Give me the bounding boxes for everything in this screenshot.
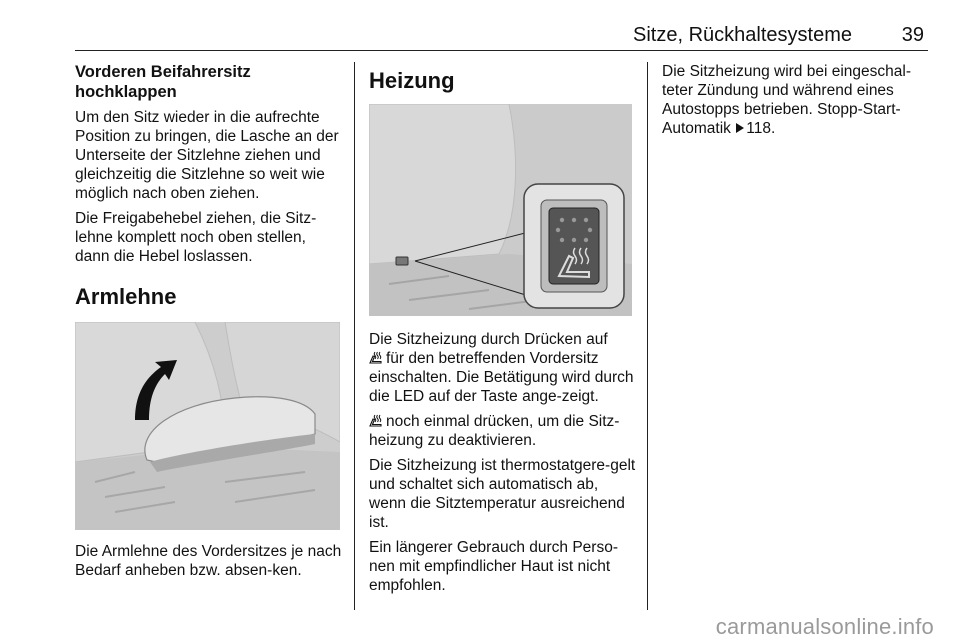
section-title: Sitze, Rückhaltesysteme xyxy=(633,24,852,46)
paragraph xyxy=(369,330,637,406)
watermark: carmanualsonline.info xyxy=(715,614,934,639)
paragraph: Ein längerer Gebrauch durch Perso-nen mit empfindlicher Haut ist nicht empfohlen. xyxy=(369,539,618,594)
paragraph-lead: Die Sitzheizung durch Drücken auf xyxy=(369,331,608,348)
column-right xyxy=(662,62,927,144)
heading-armrest: Armlehne xyxy=(75,284,177,309)
paragraph: Die Freigabehebel ziehen, die Sitz-lehne komplett noch oben stellen, dann die Hebel loslassen. xyxy=(75,210,317,265)
paragraph: Die Sitzheizung ist thermostatgere-gelt und schaltet sich automatisch ab, wenn die Sitztemperatur ausreichend ist. xyxy=(369,457,636,531)
armrest-illustration xyxy=(75,322,340,530)
column-left xyxy=(75,62,343,586)
paragraph: Die Armlehne des Vordersitzes je nach Bedarf anheben bzw. absen-ken. xyxy=(75,543,342,579)
page-number: 39 xyxy=(901,24,924,46)
column-divider xyxy=(354,62,355,610)
page-header xyxy=(75,18,928,51)
paragraph xyxy=(662,62,927,138)
paragraph-body: Die Sitzheizung wird bei eingeschal-teter Zündung und während eines Autostopps betrieben. Stopp-Start-Automatik xyxy=(662,63,911,137)
paragraph-body: noch einmal drücken, um die Sitz-heizung zu deaktivieren. xyxy=(369,413,620,449)
page-reference[interactable]: 118. xyxy=(746,120,776,137)
heading-heating: Heizung xyxy=(369,68,455,93)
paragraph-body: für den betreffenden Vordersitz einschalten. Die Betätigung wird durch die LED auf der Taste ange-zeigt. xyxy=(369,350,634,405)
paragraph: Um den Sitz wieder in die aufrechte Position zu bringen, die Lasche an der Unterseite der Sitzlehne ziehen und gleichzeitig die Sitzlehne so weit wie möglich nach oben ziehen. xyxy=(75,109,339,202)
seat-heating-icon xyxy=(369,414,383,427)
seat-heating-button-illustration xyxy=(369,104,632,316)
column-divider xyxy=(647,62,648,610)
page-reference-arrow-icon xyxy=(736,123,744,133)
seat-heating-icon xyxy=(369,351,383,364)
heading-seat-fold-up: Vorderen Beifahrersitz hochklappen xyxy=(75,63,251,101)
paragraph xyxy=(369,412,637,450)
column-middle xyxy=(369,62,637,601)
